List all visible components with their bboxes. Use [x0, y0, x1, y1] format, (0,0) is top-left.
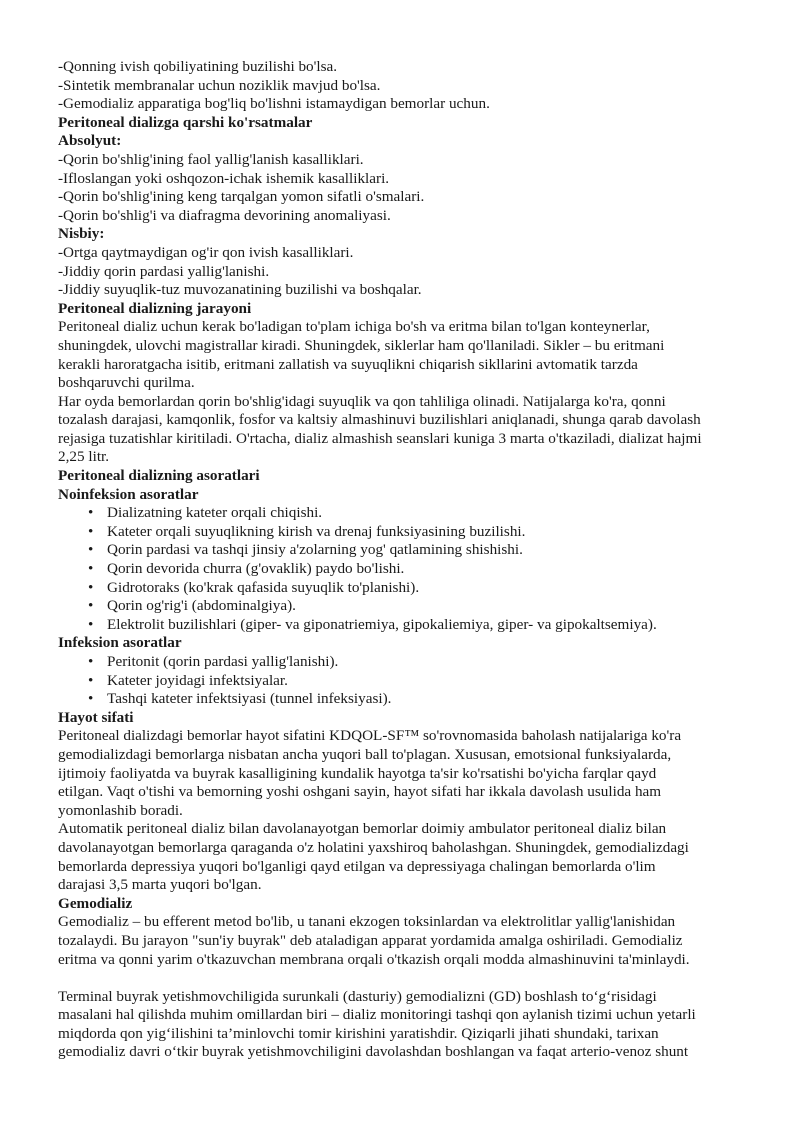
text-line: Har oyda bemorlardan qorin bo'shlig'idagi suyuqlik va qon tahliliga olinadi. Natijalarga ko'ra, qonni	[58, 392, 666, 410]
section-heading: Hayot sifati	[58, 708, 134, 726]
document-page	[58, 58, 748, 1062]
paragraph	[58, 988, 748, 1062]
text-line: gemodializdagi bemorlarga nisbatan ancha yuqori ball to'plagan. Xususan, emotsional funksiyalarda,	[58, 745, 672, 763]
paragraph	[58, 727, 748, 820]
process-section	[58, 300, 748, 467]
text-line: -Qorin bo'shlig'i va diafragma devorining anomaliyasi.	[58, 206, 391, 224]
text-line: miqdorda qon yig‘ilishini ta’minlovchi tomir kirishini yaratishdir. Qiziqarli jihati shundaki, tarixan	[58, 1024, 659, 1042]
list-item: • Qorin pardasi va tashqi jinsiy a'zolarning yog' qatlamining shishishi.	[58, 541, 748, 560]
text-line: -Qorin bo'shlig'ining keng tarqalgan yomon sifatli o'smalari.	[58, 188, 425, 206]
text-line: darajasi 3,5 marta yuqori bo'lgan.	[58, 876, 262, 894]
section-heading: Gemodializ	[58, 894, 133, 912]
text-line: ijtimoiy faoliyatda va buyrak kasalligining kundalik hayotga ta'sir ko'rsatishi bo'yicha farqlar qayd	[58, 764, 657, 782]
text-line: Peritoneal dializdagi bemorlar hayot sifatini KDQOL-SF™ so'rovnomasida baholash natijalariga ko'ra	[58, 727, 682, 745]
list-item: • Qorin og'rig'i (abdominalgiya).	[58, 597, 748, 616]
paragraph	[58, 820, 748, 894]
text-line: Peritoneal dializ uchun kerak bo'ladigan to'plam ichiga bo'sh va eritma bilan to'lgan konteynerlar,	[58, 318, 650, 336]
text-line: eritma va qonni yarim o'tkazuvchan membrana orqali o'tkazish orqali modda almashinuvini ta'minlaydi.	[58, 950, 690, 968]
text-line: Gemodializ – bu efferent metod bo'lib, u tanani ekzogen toksinlardan va elektrolitlar yallig'lanishidan	[58, 913, 676, 931]
paragraph	[58, 318, 748, 392]
subheading: Infeksion asoratlar	[58, 634, 182, 652]
text-line: -Jiddiy qorin pardasi yallig'lanishi.	[58, 262, 270, 280]
list-item: • Tashqi kateter infektsiyasi (tunnel infeksiyasi).	[58, 690, 748, 709]
list-item: • Elektrolit buzilishlari (giper- va giponatriemiya, gipokaliemiya, giper- va gipokaltsemiya).	[58, 616, 748, 635]
text-line: -Gemodializ apparatiga bog'liq bo'lishni istamaydigan bemorlar uchun.	[58, 95, 490, 113]
text-line: -Jiddiy suyuqlik-tuz muvozanatining buzilishi va boshqalar.	[58, 281, 422, 299]
text-line: yomonlashib boradi.	[58, 801, 183, 819]
text-line: boshqaruvchi qurilma.	[58, 374, 195, 392]
bullet-list	[58, 504, 748, 634]
text-line: davolanayotgan bemorlarga qaraganda o'z holatini yaxshiroq baholashgan. Shuningdek, gemodializdagi	[58, 838, 689, 856]
text-line: 2,25 litr.	[58, 448, 110, 466]
text-line: bemorlarda depressiya yuqori bo'lganligi qayd etilgan va depressiyaga chalingan bemorlarda o'lim	[58, 857, 656, 875]
hemodialysis-section	[58, 895, 748, 1062]
list-item: • Kateter orqali suyuqlikning kirish va drenaj funksiyasining buzilishi.	[58, 523, 748, 542]
text-line: -Qorin bo'shlig'ining faol yallig'lanish kasalliklari.	[58, 150, 364, 168]
bullet-list	[58, 653, 748, 709]
quality-section	[58, 709, 748, 895]
subheading: Nisbiy:	[58, 225, 105, 243]
subheading: Absolyut:	[58, 132, 122, 150]
text-line: -Ifloslangan yoki oshqozon-ichak ishemik kasalliklari.	[58, 169, 390, 187]
text-line: Terminal buyrak yetishmovchiligida surunkali (dasturiy) gemodializni (GD) boshlash to‘g‘risidagi	[58, 987, 657, 1005]
text-line: -Qonning ivish qobiliyatining buzilishi bo'lsa.	[58, 58, 338, 75]
paragraph	[58, 913, 748, 969]
section-heading: Peritoneal dializning asoratlari	[58, 467, 260, 485]
section-heading: Peritoneal dializning jarayoni	[58, 299, 252, 317]
contraindications-section	[58, 114, 748, 300]
top-lines	[58, 58, 748, 114]
text-line: Automatik peritoneal dializ bilan davolanayotgan bemorlar doimiy ambulator peritoneal dializ bilan	[58, 820, 667, 838]
text-line: gemodializ davri o‘tkir buyrak yetishmovchiligini davolashdan boshlangan va faqat arterio-venoz shunt	[58, 1043, 689, 1061]
list-item: • Gidrotoraks (ko'krak qafasida suyuqlik to'planishi).	[58, 579, 748, 598]
text-line: kerakli haroratgacha isitib, eritmani zallatish va suyuqlikni chiqarish sikllarini avtomatik tarzda	[58, 355, 638, 373]
text-line: -Ortga qaytmaydigan og'ir qon ivish kasalliklari.	[58, 243, 354, 261]
list-item: • Qorin devorida churra (g'ovaklik) paydo bo'lishi.	[58, 560, 748, 579]
paragraph	[58, 393, 748, 467]
text-line: tozalaydi. Bu jarayon "sun'iy buyrak" deb ataladigan apparat yordamida amalga oshiriladi. Gemodializ	[58, 931, 683, 949]
list-item: • Dializatning kateter orqali chiqishi.	[58, 504, 748, 523]
text-line: masalani hal qilishda muhim omillardan biri – dializ monitoringi tashqi qon aylanish tizimi uchun yetarli	[58, 1006, 696, 1024]
section-heading: Peritoneal dializga qarshi ko'rsatmalar	[58, 113, 313, 131]
complications-section	[58, 467, 748, 709]
text-line: etilgan. Vaqt o'tishi va bemorning yoshi oshgani sayin, hayot sifati har ikkala davolash usulida ham	[58, 783, 662, 801]
paragraph-gap	[58, 969, 748, 988]
subheading: Noinfeksion asoratlar	[58, 485, 199, 503]
text-line: tozalash darajasi, kamqonlik, fosfor va kaltsiy almashinuvi buzilishlari aniqlanadi, shunga qarab davolash	[58, 411, 701, 429]
text-line: shuningdek, ulovchi magistrallar kiradi. Shuningdek, siklerlar ham qo'llaniladi. Sikler – bu eritmani	[58, 336, 665, 354]
list-item: • Kateter joyidagi infektsiyalar.	[58, 672, 748, 691]
text-line: rejasiga tuzatishlar kiritiladi. O'rtacha, dializ almashish seanslari kuniga 3 marta o'tkaziladi, dializat hajmi	[58, 429, 702, 447]
text-line: -Sintetik membranalar uchun noziklik mavjud bo'lsa.	[58, 76, 381, 94]
list-item: • Peritonit (qorin pardasi yallig'lanishi).	[58, 653, 748, 672]
